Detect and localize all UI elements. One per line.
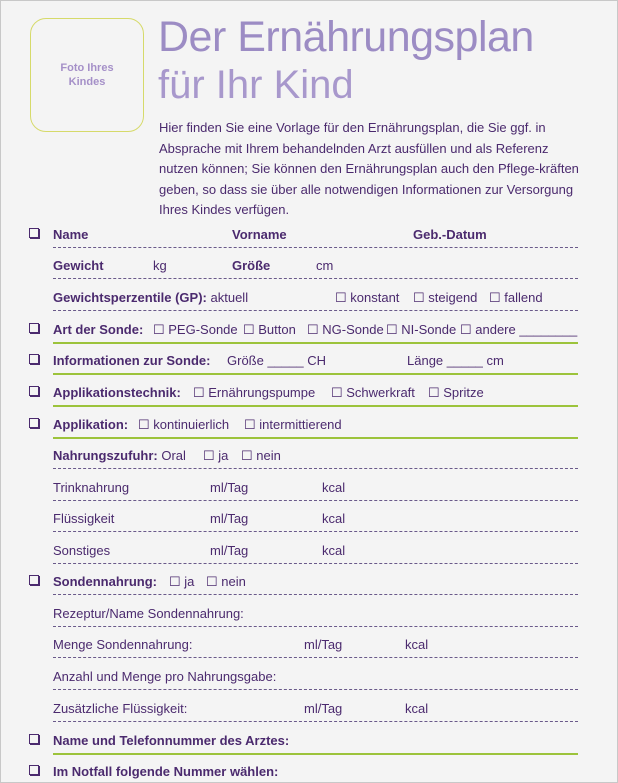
checkbox-icon[interactable] xyxy=(29,418,39,428)
unit: ml/Tag xyxy=(210,480,249,495)
option[interactable]: ☐ intermittierend xyxy=(244,417,342,432)
row-gewicht[interactable] xyxy=(53,256,578,279)
label: Anzahl und Menge pro Nahrungsgabe: xyxy=(53,669,277,684)
row-arzt[interactable] xyxy=(53,731,578,755)
unit: cm xyxy=(316,258,334,273)
label: Menge Sondennahrung: xyxy=(53,637,193,652)
row-menge[interactable] xyxy=(53,635,578,658)
option[interactable]: ☐ ja xyxy=(169,574,195,589)
checkbox-icon[interactable] xyxy=(29,354,39,364)
label: Sonstiges xyxy=(53,543,111,558)
unit: kg xyxy=(153,258,167,273)
option[interactable]: ☐ Button xyxy=(243,322,296,337)
option-steigend[interactable]: ☐ steigend xyxy=(413,290,478,305)
option[interactable]: ☐ PEG-Sonde xyxy=(153,322,238,337)
unit: ml/Tag xyxy=(304,637,343,652)
field[interactable]: Größe _____ CH xyxy=(227,353,326,368)
row-sonde[interactable] xyxy=(53,320,578,344)
label: Informationen zur Sonde: xyxy=(53,353,211,368)
label: Art der Sonde: xyxy=(53,322,144,337)
unit: ml/Tag xyxy=(210,543,249,558)
row-sondennahrung[interactable] xyxy=(53,572,578,595)
checkbox-icon[interactable] xyxy=(29,765,39,775)
option[interactable]: ☐ Schwerkraft xyxy=(331,385,415,400)
unit: kcal xyxy=(322,480,346,495)
row-zusatz[interactable] xyxy=(53,699,578,722)
row-info[interactable] xyxy=(53,351,578,375)
option[interactable]: ☐ Ernährungspumpe xyxy=(193,385,316,400)
label: aktuell xyxy=(210,290,249,305)
photo-placeholder[interactable] xyxy=(30,18,144,132)
checkbox-icon[interactable] xyxy=(29,386,39,396)
label: Name und Telefonnummer des Arztes: xyxy=(53,733,290,748)
intro-text: Hier finden Sie eine Vorlage für den Ernährungsplan, die Sie ggf. in Absprache mit Ihrem behandelnden Arzt ausfüllen und als Referenz nutzen können; Sie können den Ernährungsplan auch den Pflege-kräften geben, so dass sie über alle notwendigen Informationen zur Versorgung Ihres Kindes verfügen. xyxy=(159,120,579,217)
option[interactable]: ☐ NI-Sonde xyxy=(386,322,457,337)
option[interactable]: ☐ ja xyxy=(203,448,229,463)
row-notfall[interactable] xyxy=(53,762,578,783)
row-technik[interactable] xyxy=(53,383,578,407)
label: Im Notfall folgende Nummer wählen: xyxy=(53,764,279,779)
row-sonstiges[interactable] xyxy=(53,541,578,564)
row-rezeptur[interactable] xyxy=(53,604,578,627)
option-konstant[interactable]: ☐ konstant xyxy=(335,290,400,305)
row-anzahl[interactable] xyxy=(53,667,578,690)
label: Geb.-Datum xyxy=(413,227,487,242)
label: Nahrungszufuhr: xyxy=(53,448,158,463)
row-zufuhr[interactable] xyxy=(53,446,578,469)
checkbox-icon[interactable] xyxy=(29,228,39,238)
option[interactable]: ☐ nein xyxy=(241,448,281,463)
label: Trinknahrung xyxy=(53,480,130,495)
unit: kcal xyxy=(322,543,346,558)
label: Oral xyxy=(161,448,186,463)
label: Größe xyxy=(232,258,271,273)
field[interactable]: Länge _____ cm xyxy=(407,353,504,368)
label: Applikationstechnik: xyxy=(53,385,181,400)
checkbox-icon[interactable] xyxy=(29,734,39,744)
title: Der Ernährungsplan xyxy=(158,13,534,61)
subtitle: für Ihr Kind xyxy=(158,63,354,107)
checkbox-icon[interactable] xyxy=(29,575,39,585)
unit: kcal xyxy=(322,511,346,526)
row-gp[interactable] xyxy=(53,288,578,311)
option[interactable]: ☐ Spritze xyxy=(428,385,484,400)
option[interactable]: ☐ nein xyxy=(206,574,246,589)
unit: ml/Tag xyxy=(304,701,343,716)
row-name[interactable] xyxy=(53,225,578,248)
label: Name xyxy=(53,227,89,242)
unit: kcal xyxy=(405,637,429,652)
checkbox-icon[interactable] xyxy=(29,323,39,333)
option[interactable]: ☐ kontinuierlich xyxy=(138,417,230,432)
photo-label: Foto Ihres Kindes xyxy=(60,62,114,88)
label: Sondennahrung: xyxy=(53,574,157,589)
row-fluessig[interactable] xyxy=(53,509,578,532)
row-applikation[interactable] xyxy=(53,415,578,439)
row-trink[interactable] xyxy=(53,478,578,501)
option-fallend[interactable]: ☐ fallend xyxy=(489,290,543,305)
label: Gewichtsperzentile (GP): xyxy=(53,290,207,305)
label: Gewicht xyxy=(53,258,104,273)
label: Applikation: xyxy=(53,417,129,432)
unit: ml/Tag xyxy=(210,511,249,526)
label: Zusätzliche Flüssigkeit: xyxy=(53,701,188,716)
label: Flüssigkeit xyxy=(53,511,115,526)
option[interactable]: ☐ NG-Sonde xyxy=(307,322,384,337)
unit: kcal xyxy=(405,701,429,716)
label: Vorname xyxy=(232,227,287,242)
option[interactable]: ☐ andere ________ xyxy=(460,322,578,337)
label: Rezeptur/Name Sondennahrung: xyxy=(53,606,244,621)
